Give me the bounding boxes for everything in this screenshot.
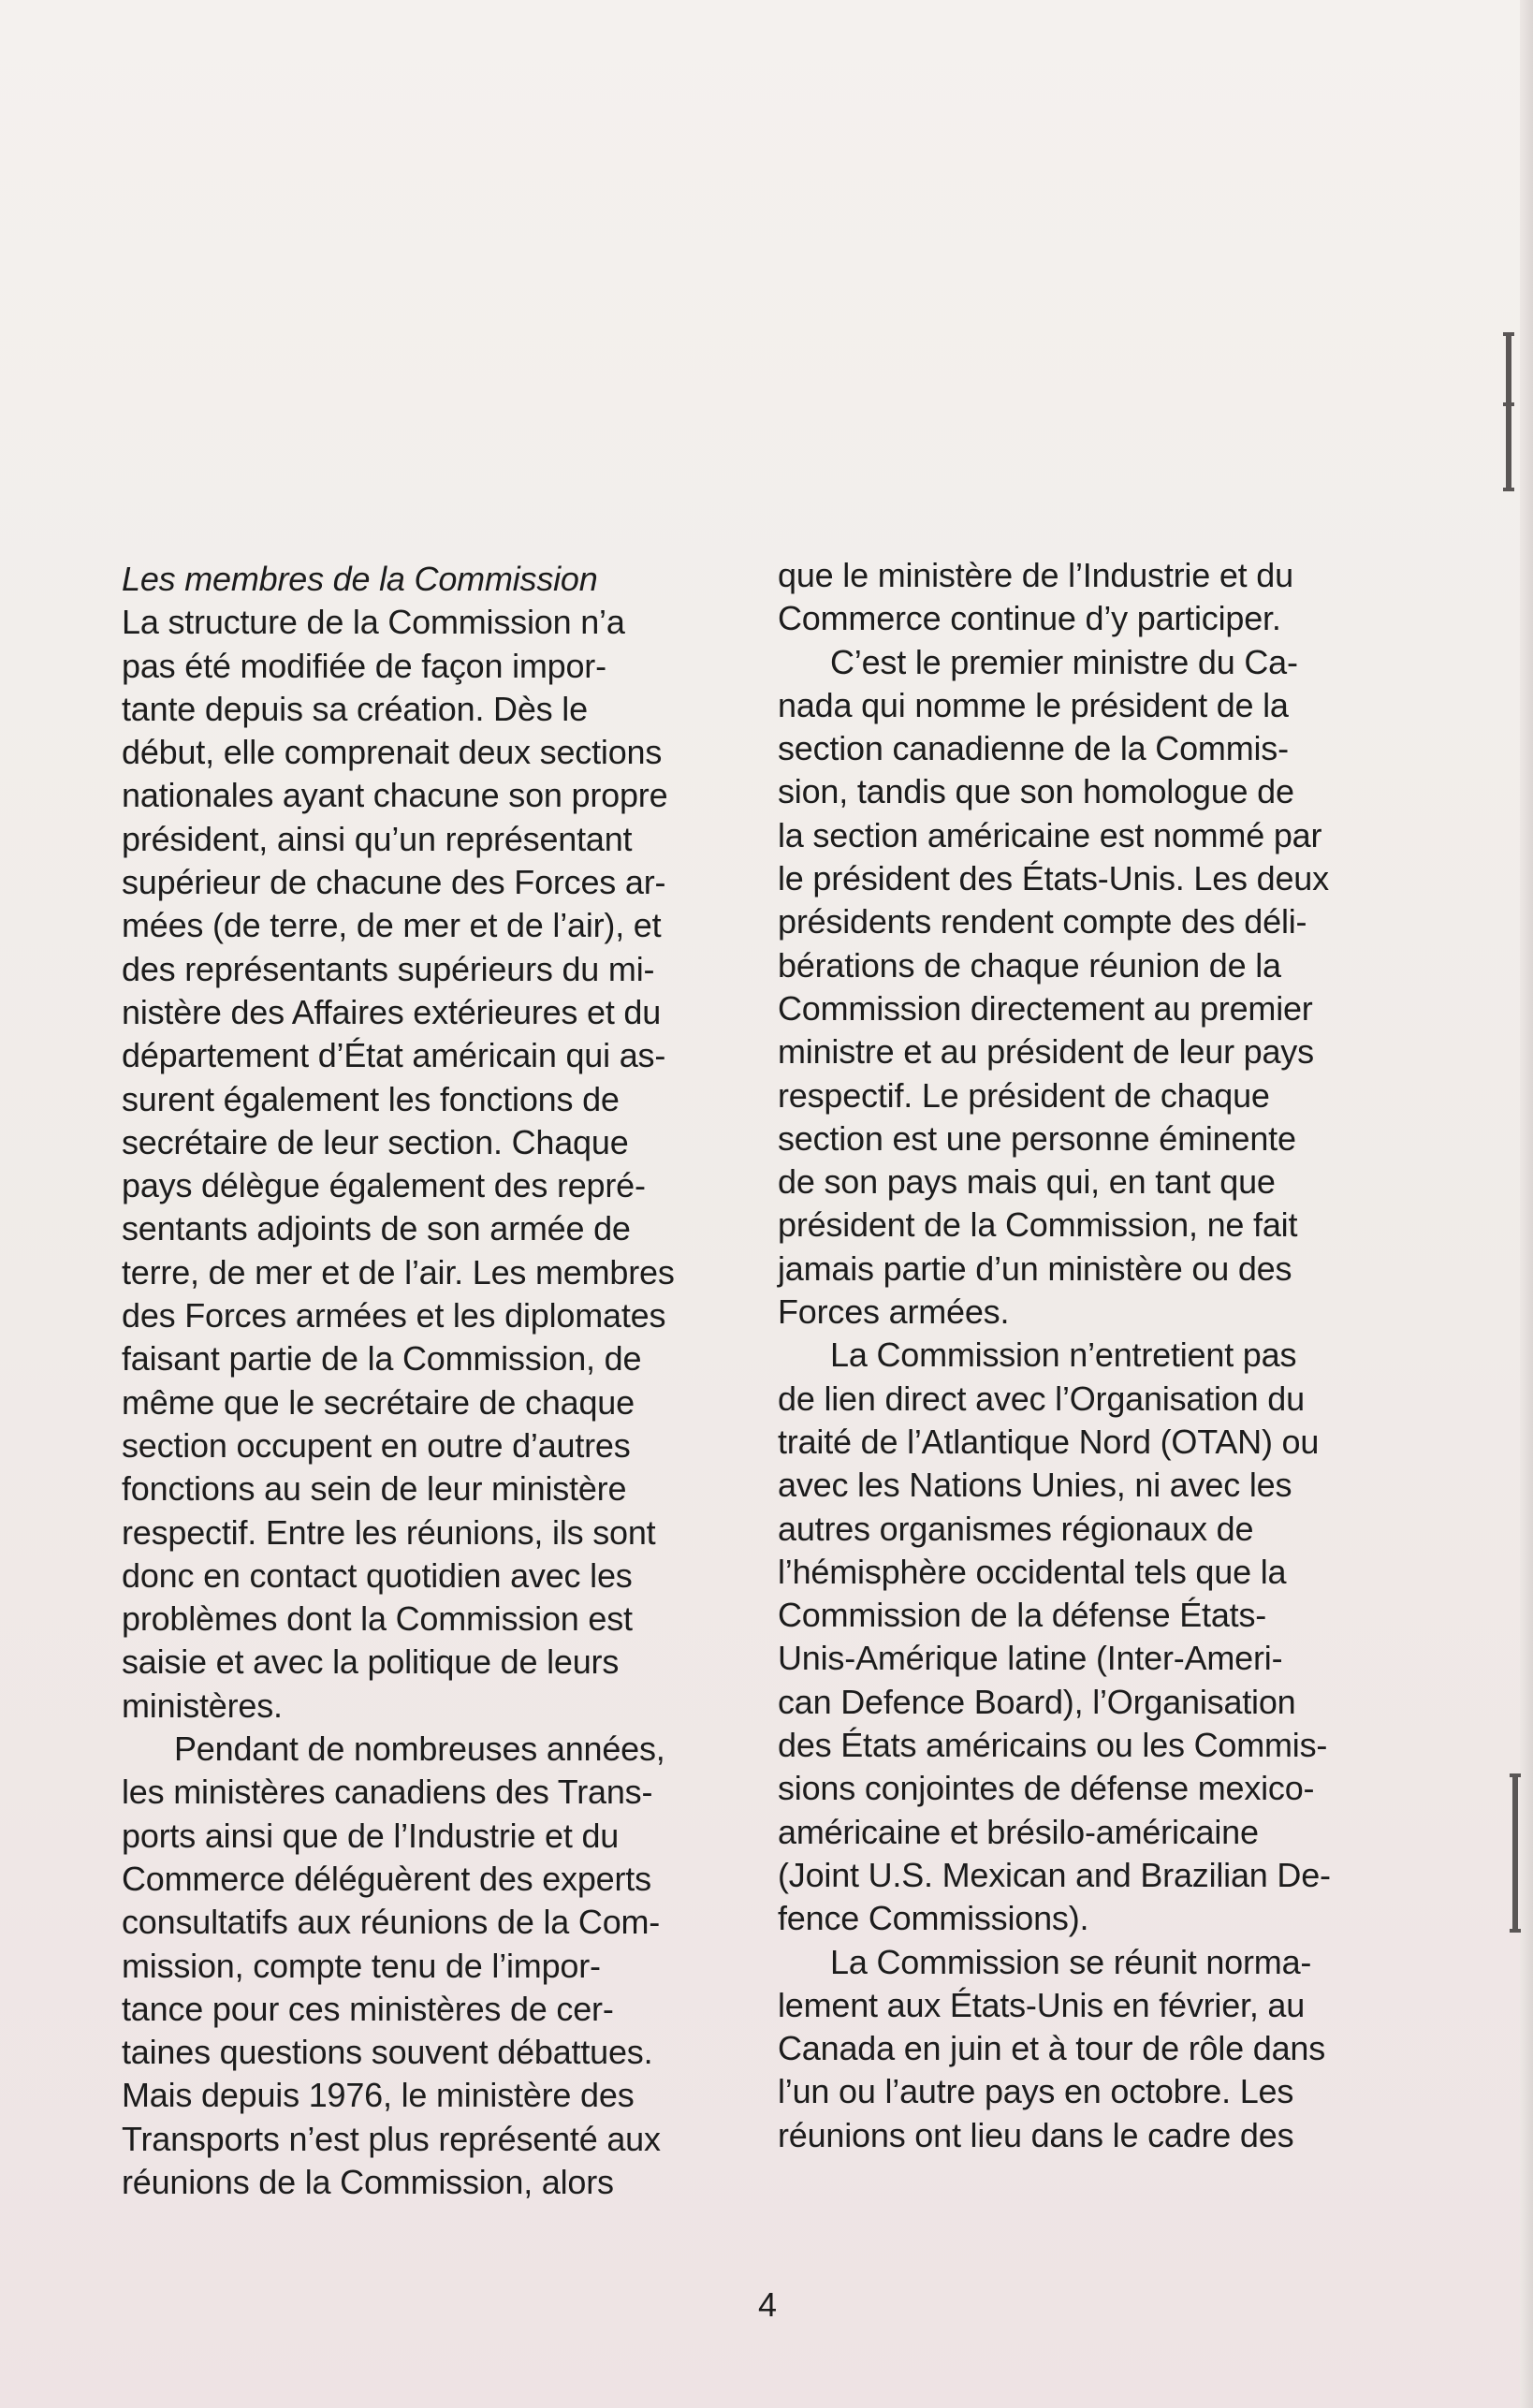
text-line: Commission de la défense États-: [778, 1596, 1267, 1635]
text-line: nada qui nomme le président de la: [778, 685, 1289, 724]
paragraph-continuation: [778, 554, 1414, 641]
text-line: Commission directement au premier: [778, 988, 1313, 1028]
text-line: (Joint U.S. Mexican and Brazilian De-: [778, 1855, 1331, 1894]
text-line: des Forces armées et les diplomates: [122, 1296, 666, 1335]
text-line: des États américains ou les Commis-: [778, 1726, 1328, 1765]
text-line: Mais depuis 1976, le ministère des: [122, 2076, 635, 2115]
text-line: can Defence Board), l’Organisation: [778, 1682, 1296, 1721]
text-line: taines questions souvent débattues.: [122, 2033, 653, 2072]
paragraph-meetings: [778, 1984, 1414, 2157]
paragraph-ministries: [122, 1771, 758, 2204]
text-line: pas été modifiée de façon impor-: [122, 646, 606, 685]
text-line: fence Commissions).: [778, 1899, 1089, 1938]
text-line: section est une personne éminente: [778, 1118, 1296, 1158]
text-line: réunions de la Commission, alors: [122, 2162, 614, 2201]
text-line: traité de l’Atlantique Nord (OTAN) ou: [778, 1422, 1320, 1461]
text-line: ministères.: [122, 1686, 283, 1725]
text-line: même que le secrétaire de chaque: [122, 1382, 635, 1422]
text-line: respectif. Le président de chaque: [778, 1075, 1270, 1115]
text-line: pays délègue également des repré-: [122, 1166, 646, 1205]
text-line: l’hémisphère occidental tels que la: [778, 1552, 1287, 1591]
text-line: nistère des Affaires extérieures et du: [122, 992, 662, 1031]
text-line: Transports n’est plus représenté aux: [122, 2119, 661, 2158]
text-line: supérieur de chacune des Forces ar-: [122, 863, 666, 902]
text-line: l’un ou l’autre pays en octobre. Les: [778, 2072, 1294, 2111]
text-line: Canada en juin et à tour de rôle dans: [778, 2029, 1326, 2068]
staple-bottom: [1512, 1773, 1518, 1933]
text-line: bérations de chaque réunion de la: [778, 945, 1281, 985]
text-line: de lien direct avec l’Organisation du: [778, 1379, 1305, 1418]
text-line: consultatifs aux réunions de la Com-: [122, 1903, 661, 1942]
text-line: sentants adjoints de son armée de: [122, 1209, 631, 1248]
text-line: jamais partie d’un ministère ou des: [778, 1248, 1292, 1288]
text-line: problèmes dont la Commission est: [122, 1599, 633, 1639]
text-line: ports ainsi que de l’Industrie et du: [122, 1816, 620, 1855]
section-heading: Les membres de la Commission: [122, 560, 598, 598]
text-line: saisie et avec la politique de leurs: [122, 1642, 620, 1682]
paragraph-meetings-first-line: La Commission se réunit norma-: [830, 1942, 1312, 1981]
text-line: section canadienne de la Commis-: [778, 729, 1289, 768]
text-line: faisant partie de la Commission, de: [122, 1339, 642, 1379]
paragraph-structure: [122, 601, 758, 1728]
text-line: avec les Nations Unies, ni avec les: [778, 1466, 1292, 1505]
paragraph-relations: [778, 1378, 1414, 1941]
text-line: le président des États-Unis. Les deux: [778, 859, 1329, 898]
text-line: président, ainsi qu’un représentant: [122, 819, 633, 858]
text-line: début, elle comprenait deux sections: [122, 733, 663, 772]
text-line: la section américaine est nommé par: [778, 815, 1322, 854]
text-line: tance pour ces ministères de cer-: [122, 1989, 614, 2028]
text-line: surent également les fonctions de: [122, 1079, 620, 1118]
text-line: américaine et brésilo-américaine: [778, 1812, 1259, 1851]
page-number: 4: [757, 2285, 778, 2324]
text-line: département d’État américain qui as-: [122, 1036, 666, 1075]
text-line: réunions ont lieu dans le cadre des: [778, 2115, 1294, 2154]
right-column: [778, 554, 1414, 2157]
paragraph-chairmen-first-line: C’est le premier ministre du Ca-: [830, 642, 1298, 681]
text-line: mission, compte tenu de l’impor-: [122, 1946, 601, 1985]
text-line: section occupent en outre d’autres: [122, 1425, 631, 1465]
text-line: sions conjointes de défense mexico-: [778, 1769, 1315, 1808]
text-line: présidents rendent compte des déli-: [778, 902, 1307, 941]
paragraph-chairmen: [778, 684, 1414, 1334]
paragraph-relations-first-line: La Commission n’entretient pas: [830, 1335, 1297, 1375]
text-line: nationales ayant chacune son propre: [122, 776, 668, 815]
text-line: terre, de mer et de l’air. Les membres: [122, 1252, 675, 1292]
text-line: respectif. Entre les réunions, ils sont: [122, 1512, 656, 1552]
text-line: La structure de la Commission n’a: [122, 603, 625, 642]
staple-top: [1506, 332, 1511, 491]
text-line: secrétaire de leur section. Chaque: [122, 1122, 629, 1161]
text-line: lement aux États-Unis en février, au: [778, 1985, 1306, 2024]
text-line: Forces armées.: [778, 1292, 1010, 1332]
text-line: tante depuis sa création. Dès le: [122, 689, 588, 728]
page-edge: [1520, 0, 1533, 2408]
text-line: de son pays mais qui, en tant que: [778, 1162, 1276, 1202]
paragraph-ministries-first-line: Pendant de nombreuses années,: [174, 1729, 665, 1769]
text-line: les ministères canadiens des Trans-: [122, 1773, 653, 1812]
text-line: que le ministère de l’Industrie et du: [778, 556, 1293, 594]
text-line: mées (de terre, de mer et de l’air), et: [122, 906, 662, 945]
text-line: Commerce continue d’y participer.: [778, 599, 1281, 638]
text-line: donc en contact quotidien avec les: [122, 1555, 633, 1595]
text-line: des représentants supérieurs du mi-: [122, 949, 655, 988]
text-line: président de la Commission, ne fait: [778, 1205, 1298, 1245]
text-line: fonctions au sein de leur ministère: [122, 1469, 627, 1509]
left-column: [122, 558, 758, 2204]
text-line: Commerce déléguèrent des experts: [122, 1859, 651, 1898]
text-line: autres organismes régionaux de: [778, 1509, 1254, 1548]
text-line: ministre et au président de leur pays: [778, 1032, 1314, 1072]
text-line: Unis-Amérique latine (Inter-Ameri-: [778, 1639, 1283, 1678]
text-line: sion, tandis que son homologue de: [778, 772, 1294, 811]
